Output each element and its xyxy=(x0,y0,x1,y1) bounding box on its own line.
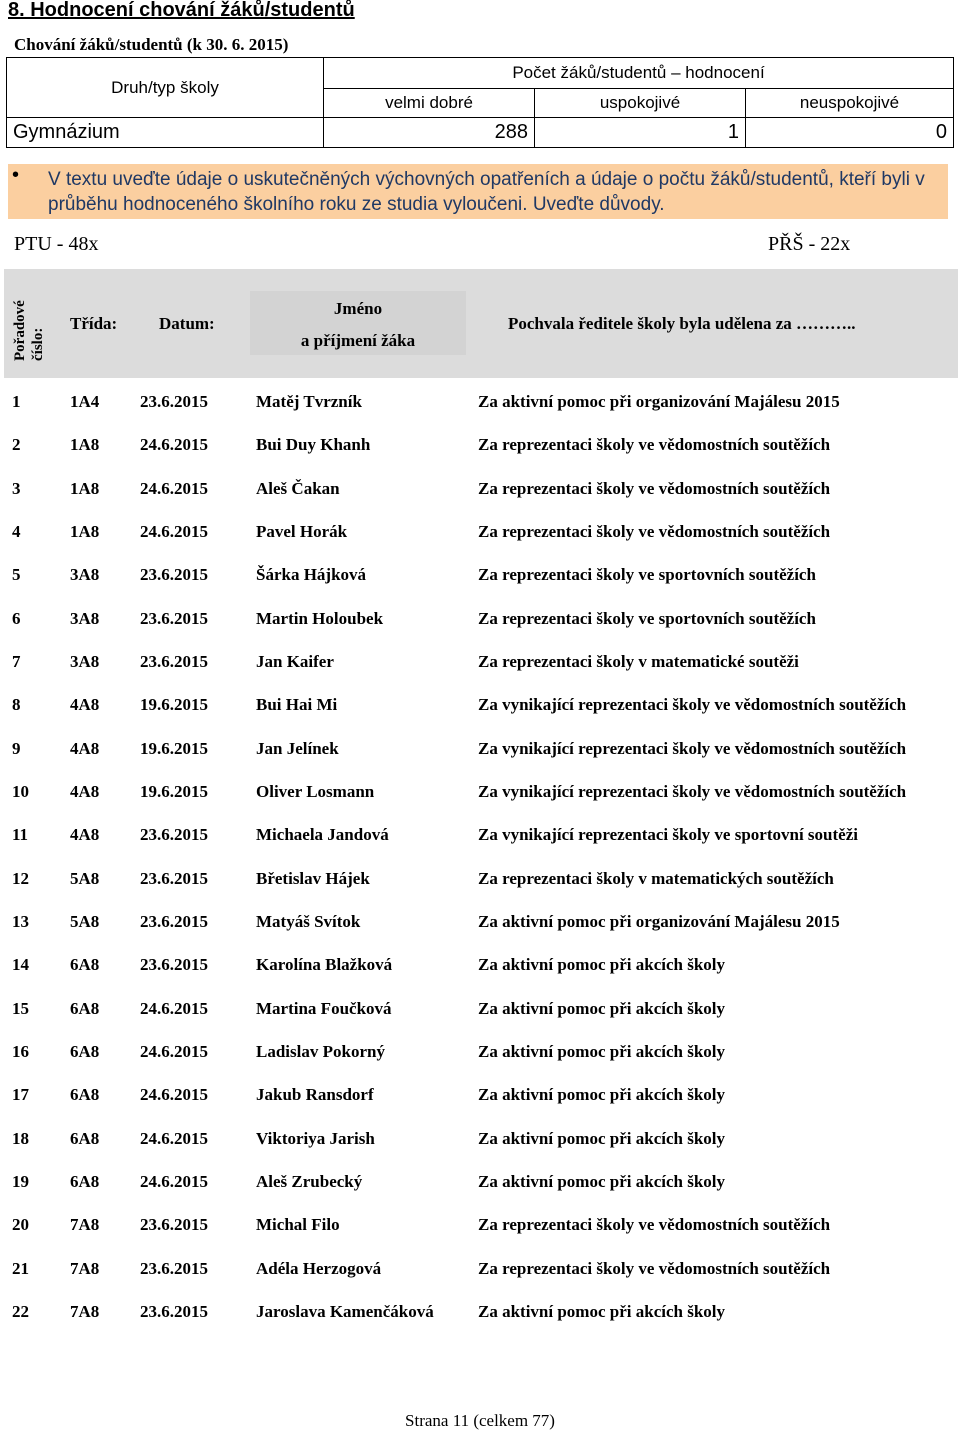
row-class: 1A8 xyxy=(70,522,100,541)
row-date: 24.6.2015 xyxy=(140,1042,208,1061)
row-date: 23.6.2015 xyxy=(140,1302,208,1321)
row-date: 24.6.2015 xyxy=(140,1085,208,1104)
row-student-name: Michaela Jandová xyxy=(256,825,389,844)
row-date: 19.6.2015 xyxy=(140,739,208,758)
row-student-name: Břetislav Hájek xyxy=(256,869,370,888)
table-row xyxy=(0,607,960,631)
row-class: 4A8 xyxy=(70,739,100,758)
row-student-name: Aleš Zrubecký xyxy=(256,1172,363,1191)
section-title: 8. Hodnocení chování žáků/studentů xyxy=(8,0,355,21)
row-number: 4 xyxy=(12,522,21,541)
row-number: 15 xyxy=(12,999,29,1018)
very-good-header: velmi dobré xyxy=(324,89,535,118)
row-reason: Za vynikající reprezentaci školy ve vědomostních soutěžích xyxy=(478,739,907,758)
row-student-name: Viktoriya Jarish xyxy=(256,1129,375,1148)
row-student-name: Ladislav Pokorný xyxy=(256,1042,385,1061)
table-row xyxy=(0,1257,960,1281)
class-header: Třída: xyxy=(70,314,118,333)
row-class: 4A8 xyxy=(70,695,100,714)
row-number: 22 xyxy=(12,1302,29,1321)
row-student-name: Pavel Horák xyxy=(256,522,348,541)
satisfactory-cell: 1 xyxy=(535,118,746,148)
row-student-name: Martin Holoubek xyxy=(256,609,384,628)
row-date: 23.6.2015 xyxy=(140,392,208,411)
table-row xyxy=(0,477,960,501)
row-date: 23.6.2015 xyxy=(140,609,208,628)
order-number-header xyxy=(12,287,56,361)
row-date: 23.6.2015 xyxy=(140,825,208,844)
row-number: 19 xyxy=(12,1172,29,1191)
row-class: 4A8 xyxy=(70,782,100,801)
row-class: 6A8 xyxy=(70,1172,100,1191)
row-reason: Za reprezentaci školy v matematické soutěži xyxy=(478,652,799,671)
row-student-name: Jakub Ransdorf xyxy=(256,1085,374,1104)
row-class: 6A8 xyxy=(70,999,100,1018)
name-header-line2: a příjmení žáka xyxy=(300,331,416,350)
row-reason: Za aktivní pomoc při akcích školy xyxy=(478,1302,726,1321)
row-reason: Za aktivní pomoc při akcích školy xyxy=(478,1129,726,1148)
table-row xyxy=(0,953,960,977)
row-reason: Za reprezentaci školy ve sportovních soutěžích xyxy=(478,609,816,628)
row-reason: Za aktivní pomoc při organizování Majálesu 2015 xyxy=(478,912,840,931)
row-class: 6A8 xyxy=(70,1042,100,1061)
row-number: 3 xyxy=(12,479,21,498)
row-number: 16 xyxy=(12,1042,29,1061)
table-row xyxy=(0,390,960,414)
row-number: 1 xyxy=(12,392,21,411)
row-reason: Za reprezentaci školy ve vědomostních soutěžích xyxy=(478,522,831,541)
row-class: 7A8 xyxy=(70,1302,100,1321)
row-student-name: Oliver Losmann xyxy=(256,782,375,801)
row-date: 23.6.2015 xyxy=(140,652,208,671)
row-date: 23.6.2015 xyxy=(140,955,208,974)
rating-group-header: Počet žáků/studentů – hodnocení xyxy=(324,58,954,89)
very-good-cell: 288 xyxy=(324,118,535,148)
table-row xyxy=(0,1213,960,1237)
row-reason: Za vynikající reprezentaci školy ve sportovní soutěži xyxy=(478,825,858,844)
row-class: 1A8 xyxy=(70,479,100,498)
row-student-name: Bui Hai Mi xyxy=(256,695,338,714)
table-row xyxy=(0,823,960,847)
row-class: 1A4 xyxy=(70,392,100,411)
row-reason: Za reprezentaci školy v matematických soutěžích xyxy=(478,869,834,888)
row-date: 24.6.2015 xyxy=(140,1129,208,1148)
row-class: 3A8 xyxy=(70,652,100,671)
table-row xyxy=(0,563,960,587)
row-class: 7A8 xyxy=(70,1259,100,1278)
row-student-name: Aleš Čakan xyxy=(256,479,340,498)
table-row xyxy=(0,520,960,544)
table-subtitle: Chování žáků/studentů (k 30. 6. 2015) xyxy=(14,35,289,54)
row-number: 18 xyxy=(12,1129,29,1148)
table-row xyxy=(0,867,960,891)
row-number: 5 xyxy=(12,565,21,584)
behavior-summary-table xyxy=(6,57,954,148)
row-reason: Za vynikající reprezentaci školy ve vědomostních soutěžích xyxy=(478,782,907,801)
unsatisfactory-header: neuspokojivé xyxy=(746,89,954,118)
row-student-name: Michal Filo xyxy=(256,1215,340,1234)
row-reason: Za aktivní pomoc při akcích školy xyxy=(478,1042,726,1061)
row-reason: Za aktivní pomoc při akcích školy xyxy=(478,1172,726,1191)
row-student-name: Martina Foučková xyxy=(256,999,392,1018)
table-row xyxy=(0,1040,960,1064)
table-row xyxy=(0,650,960,674)
table-row xyxy=(0,997,960,1021)
row-student-name: Matyáš Svítok xyxy=(256,912,361,931)
row-number: 2 xyxy=(12,435,21,454)
row-number: 12 xyxy=(12,869,29,888)
instruction-note xyxy=(8,164,948,219)
row-student-name: Jan Kaifer xyxy=(256,652,334,671)
table-row xyxy=(0,780,960,804)
row-class: 1A8 xyxy=(70,435,100,454)
row-number: 11 xyxy=(12,825,29,844)
satisfactory-header: uspokojivé xyxy=(535,89,746,118)
table-row xyxy=(0,1170,960,1194)
row-reason: Za reprezentaci školy ve vědomostních soutěžích xyxy=(478,479,831,498)
row-date: 24.6.2015 xyxy=(140,999,208,1018)
row-date: 23.6.2015 xyxy=(140,912,208,931)
row-reason: Za reprezentaci školy ve vědomostních soutěžích xyxy=(478,1259,831,1278)
prs-count: PŘŠ - 22x xyxy=(768,233,851,255)
row-date: 23.6.2015 xyxy=(140,565,208,584)
table-row xyxy=(0,910,960,934)
row-class: 5A8 xyxy=(70,912,100,931)
school-type-header: Druh/typ školy xyxy=(7,58,324,118)
row-date: 19.6.2015 xyxy=(140,782,208,801)
row-student-name: Jaroslava Kamenčáková xyxy=(256,1302,434,1321)
reason-header: Pochvala ředitele školy byla udělena za ……….. xyxy=(508,314,856,333)
row-date: 24.6.2015 xyxy=(140,479,208,498)
row-class: 4A8 xyxy=(70,825,100,844)
row-class: 6A8 xyxy=(70,955,100,974)
row-reason: Za aktivní pomoc při akcích školy xyxy=(478,1085,726,1104)
row-class: 5A8 xyxy=(70,869,100,888)
name-header xyxy=(250,291,466,355)
row-date: 24.6.2015 xyxy=(140,522,208,541)
name-header-line1: Jméno xyxy=(333,299,383,318)
row-reason: Za reprezentaci školy ve vědomostních soutěžích xyxy=(478,435,831,454)
table-row xyxy=(0,1300,960,1324)
row-date: 19.6.2015 xyxy=(140,695,208,714)
row-class: 6A8 xyxy=(70,1129,100,1148)
row-reason: Za aktivní pomoc při organizování Majálesu 2015 xyxy=(478,392,840,411)
row-date: 23.6.2015 xyxy=(140,1215,208,1234)
row-date: 23.6.2015 xyxy=(140,869,208,888)
row-number: 20 xyxy=(12,1215,29,1234)
date-header: Datum: xyxy=(159,314,215,333)
row-date: 24.6.2015 xyxy=(140,1172,208,1191)
row-class: 6A8 xyxy=(70,1085,100,1104)
order-header-line1: Pořadové xyxy=(12,300,28,361)
row-number: 7 xyxy=(12,652,21,671)
row-reason: Za reprezentaci školy ve vědomostních soutěžích xyxy=(478,1215,831,1234)
commendation-list-header xyxy=(4,269,958,378)
order-header-line2: číslo: xyxy=(30,327,46,361)
row-class: 3A8 xyxy=(70,565,100,584)
bullet-icon: • xyxy=(12,164,20,186)
school-type-cell: Gymnázium xyxy=(7,118,324,148)
row-number: 21 xyxy=(12,1259,29,1278)
row-reason: Za aktivní pomoc při akcích školy xyxy=(478,999,726,1018)
row-student-name: Šárka Hájková xyxy=(256,565,367,584)
row-number: 8 xyxy=(12,695,21,714)
row-number: 9 xyxy=(12,739,21,758)
row-reason: Za aktivní pomoc při akcích školy xyxy=(478,955,726,974)
table-row xyxy=(0,1083,960,1107)
table-row xyxy=(0,433,960,457)
row-number: 6 xyxy=(12,609,21,628)
row-student-name: Karolína Blažková xyxy=(256,955,393,974)
row-student-name: Bui Duy Khanh xyxy=(256,435,371,454)
table-row xyxy=(0,693,960,717)
ptu-count: PTU - 48x xyxy=(14,233,99,255)
row-reason: Za reprezentaci školy ve sportovních soutěžích xyxy=(478,565,816,584)
row-class: 3A8 xyxy=(70,609,100,628)
row-number: 14 xyxy=(12,955,29,974)
unsatisfactory-cell: 0 xyxy=(746,118,954,148)
row-number: 13 xyxy=(12,912,29,931)
row-student-name: Adéla Herzogová xyxy=(256,1259,382,1278)
page-footer: Strana 11 (celkem 77) xyxy=(405,1411,555,1430)
row-date: 23.6.2015 xyxy=(140,1259,208,1278)
row-student-name: Jan Jelínek xyxy=(256,739,339,758)
row-date: 24.6.2015 xyxy=(140,435,208,454)
instruction-text: V textu uveďte údaje o uskutečněných výchovných opatřeních a údaje o počtu žáků/studentů, kteří byli v průběhu hodnoceného školního roku ze studia vyloučeni. Uveďte důvody. xyxy=(48,169,925,215)
row-number: 17 xyxy=(12,1085,29,1104)
table-row xyxy=(0,1127,960,1151)
row-student-name: Matěj Tvrzník xyxy=(256,392,362,411)
table-row xyxy=(0,737,960,761)
row-number: 10 xyxy=(12,782,29,801)
row-class: 7A8 xyxy=(70,1215,100,1234)
row-reason: Za vynikající reprezentaci školy ve vědomostních soutěžích xyxy=(478,695,907,714)
